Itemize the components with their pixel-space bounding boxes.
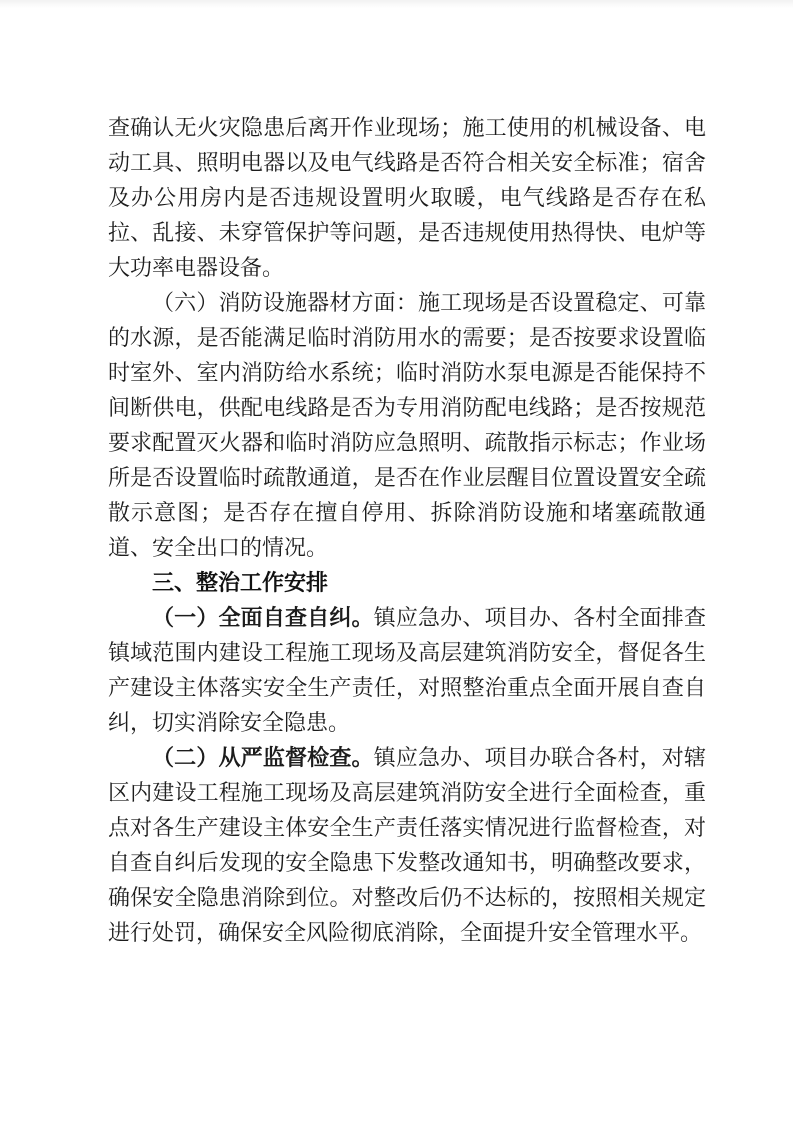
- paragraph-text: 镇应急办、项目办、各村全面排查镇域范围内建设工程施工现场及高层建筑消防安全，督促各生产建设主体落实安全生产责任，对照整治重点全面开展自查自纠，切实消除安全隐患。: [108, 605, 706, 735]
- section-heading-work-arrangement: 三、整治工作安排: [152, 570, 329, 595]
- paragraph-item-6-fire-facilities: （六）消防设施器材方面：施工现场是否设置稳定、可靠的水源，是否能满足临时消防用水的需要；是否按要求设置临时室外、室内消防给水系统；临时消防水泵电源是否能保持不间断供电，供配电线路是否为专用消防配电线路；是否按规范要求配置灭火器和临时消防应急照明、疏散指示标志；作业场所是否设置临时疏散通道，是否在作业层醒目位置设置安全疏散示意图；是否存在擅自停用、拆除消防设施和堵塞疏散通道、安全出口的情况。: [108, 290, 706, 560]
- document-body: [108, 110, 706, 950]
- paragraph-lead-label: （一）全面自查自纠。: [152, 605, 374, 630]
- paragraph-text: 镇应急办、项目办联合各村，对辖区内建设工程施工现场及高层建筑消防安全进行全面检查，重点对各生产建设主体安全生产责任落实情况进行监督检查，对自查自纠后发现的安全隐患下发整改通知书，明确整改要求，确保安全隐患消除到位。对整改后仍不达标的，按照相关规定进行处罚，确保安全风险彻底消除，全面提升安全管理水平。: [108, 745, 706, 945]
- paragraph-self-inspection: [108, 600, 706, 740]
- paragraph-strict-supervision: [108, 740, 706, 950]
- paragraph-continuation: 查确认无火灾隐患后离开作业现场；施工使用的机械设备、电动工具、照明电器以及电气线路是否符合相关安全标准；宿舍及办公用房内是否违规设置明火取暖，电气线路是否存在私拉、乱接、未穿管保护等问题，是否违规使用热得快、电炉等大功率电器设备。: [108, 115, 706, 280]
- page-top-shadow: [0, 0, 793, 8]
- paragraph-lead-label: （二）从严监督检查。: [152, 745, 374, 770]
